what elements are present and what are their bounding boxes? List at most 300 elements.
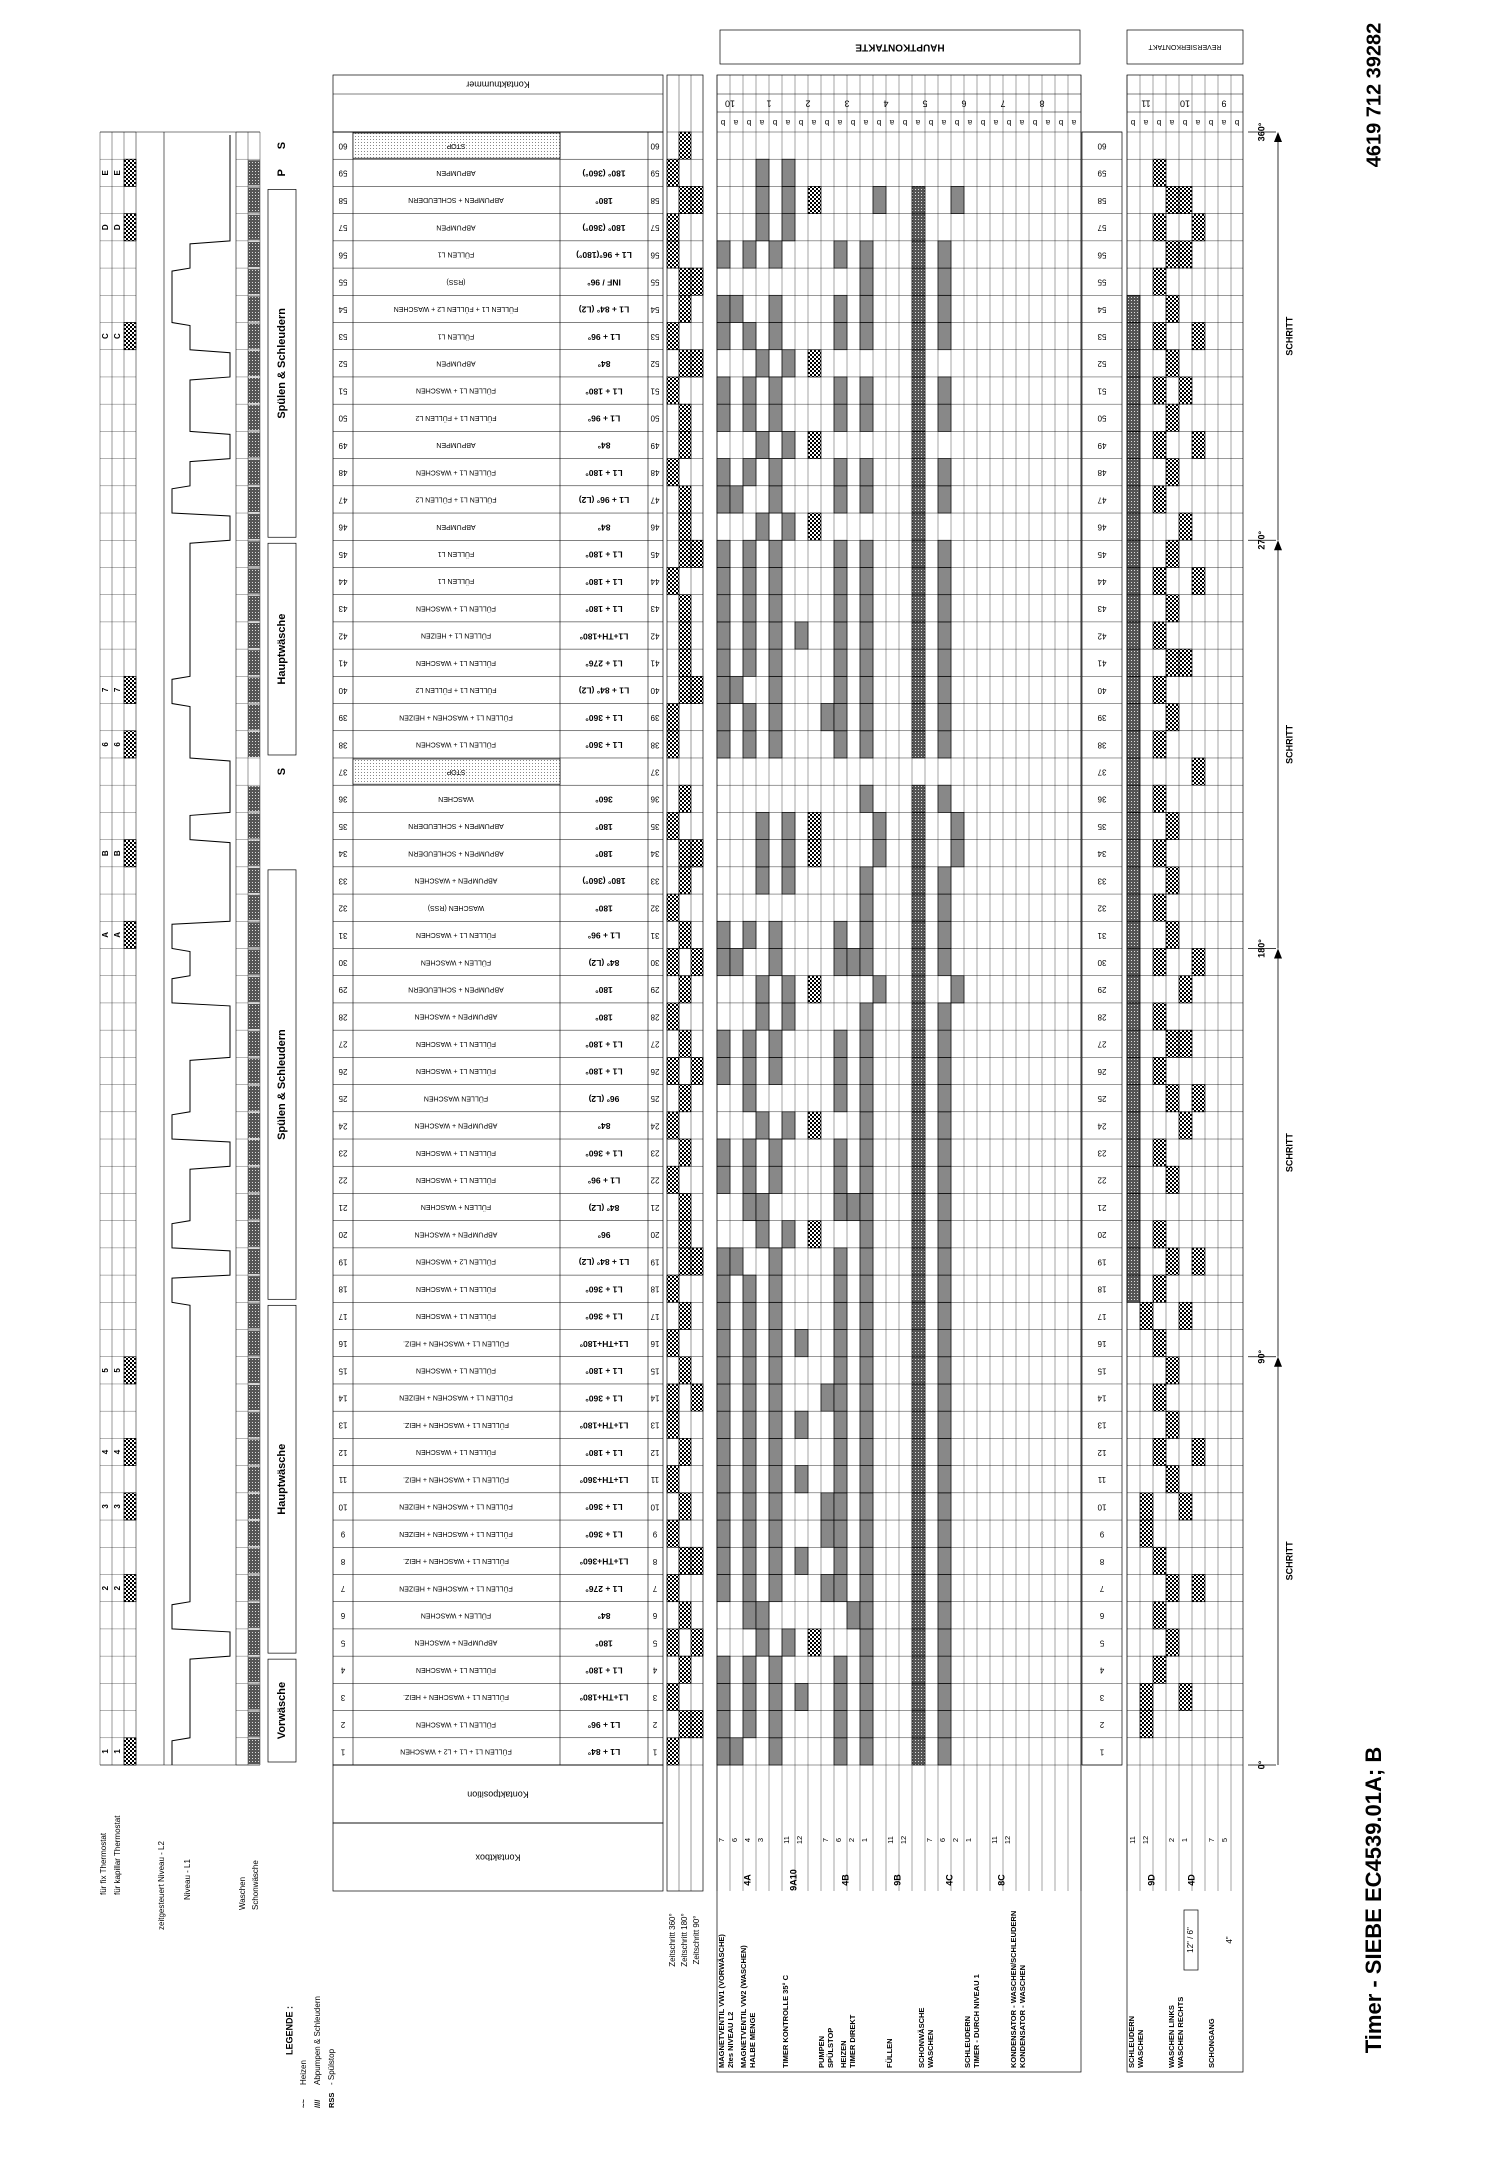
contact-closed <box>743 1520 756 1547</box>
zeit-180-mark <box>679 513 691 540</box>
step-number-contact: 32 <box>1097 903 1107 913</box>
contact-closed <box>821 1574 834 1601</box>
contact-closed <box>717 540 730 567</box>
step-time: 180° <box>595 821 613 832</box>
step-number: 44 <box>338 576 348 586</box>
contact-position: 1 <box>859 1837 869 1843</box>
zeit-180-mark <box>679 1193 691 1220</box>
rev-contact-closed <box>1153 785 1166 812</box>
zeit-90-mark <box>691 350 703 377</box>
step-number-contact: 34 <box>1097 849 1107 859</box>
contact-function-label: WASCHEN <box>925 2029 935 2068</box>
step-description: FÜLLEN L1 + WASCHEN <box>415 1067 497 1075</box>
contact-closed <box>938 377 951 404</box>
contact-closed <box>912 1193 925 1220</box>
step-description: FÜLLEN L1 + WASCHEN <box>415 1448 497 1456</box>
step-number: 5 <box>340 1638 346 1648</box>
rev-contact-closed <box>1127 758 1140 785</box>
contact-closed <box>756 812 769 839</box>
step-description: FÜLLEN L1 + WASCHEN <box>415 658 497 666</box>
rev-contact-closed <box>1166 867 1179 894</box>
contact-closed <box>782 976 795 1003</box>
step-number-contact: 24 <box>1097 1121 1107 1131</box>
rev-contact-closed <box>1127 731 1140 758</box>
step-number-contact: 20 <box>1097 1230 1107 1240</box>
step-description: FÜLLEN L2 + WASCHEN <box>415 1257 497 1265</box>
contact-closed <box>782 1221 795 1248</box>
contact-closed <box>860 1438 873 1465</box>
kontaktposition-label: Kontaktposition <box>467 1789 529 1800</box>
rev-contact-closed <box>1153 268 1166 295</box>
waschen-mark <box>248 977 260 1002</box>
thermostat-mark <box>124 1493 136 1520</box>
step-number-contact: 51 <box>1097 386 1107 396</box>
rev-contact-closed <box>1179 1493 1192 1520</box>
step-time: L1 + 84° (L2) <box>578 685 630 696</box>
zeit-180-mark <box>679 676 691 703</box>
rev-contact-closed <box>1166 350 1179 377</box>
step-number-contact: 43 <box>1097 604 1107 614</box>
contact-closed <box>717 1166 730 1193</box>
contact-closed <box>834 1520 847 1547</box>
thermostat-mark <box>124 159 136 186</box>
contact-closed <box>912 1112 925 1139</box>
contact-closed <box>769 1275 782 1302</box>
step-number: 51 <box>338 386 348 396</box>
step-description: FÜLLEN L1 + WASCHEN <box>415 604 497 612</box>
phase-label: Hauptwäsche <box>275 613 288 685</box>
contact-closed <box>730 295 743 322</box>
contact-closed <box>808 350 821 377</box>
contact-closed <box>834 595 847 622</box>
step-time: 84° <box>597 440 611 451</box>
rev-ab-label: b <box>1156 117 1162 127</box>
step-number-contact: 49 <box>1097 440 1107 450</box>
zeit-180-mark <box>679 404 691 431</box>
contact-closed <box>769 1057 782 1084</box>
step-number-contact: 15 <box>1097 1366 1107 1376</box>
contact-closed <box>912 976 925 1003</box>
contact-closed <box>834 949 847 976</box>
contact-closed <box>860 1166 873 1193</box>
contact-closed <box>808 1221 821 1248</box>
step-time: 84° (L2) <box>588 957 620 968</box>
thermostat-marker-label-2: B <box>113 850 123 857</box>
contact-closed <box>782 513 795 540</box>
angle-marker: 180° <box>1256 939 1267 958</box>
zeit-180-mark <box>679 785 691 812</box>
step-description: ABPUMPEN + SCHLEUDERN <box>408 196 504 204</box>
step-number: 40 <box>338 685 348 695</box>
contact-closed <box>938 1357 951 1384</box>
zeit-180-mark <box>679 295 691 322</box>
contact-closed <box>756 159 769 186</box>
step-number-right: 33 <box>650 876 660 886</box>
contact-closed <box>834 1085 847 1112</box>
step-number: 49 <box>338 440 348 450</box>
contact-closed <box>860 567 873 594</box>
contact-position: 3 <box>755 1837 765 1843</box>
kontaktbox-label: Kontaktbox <box>475 1852 521 1863</box>
step-description: WASCHEN <box>438 794 474 802</box>
contact-closed <box>938 1248 951 1275</box>
label-waschen: Waschen <box>238 1876 248 1910</box>
waschen-mark <box>248 1657 260 1682</box>
step-number: 35 <box>338 821 348 831</box>
contact-position: 6 <box>937 1837 947 1843</box>
waschen-mark <box>248 160 260 185</box>
contact-closed <box>912 513 925 540</box>
step-number: 52 <box>338 359 348 369</box>
rev-contact-closed <box>1127 1275 1140 1302</box>
contact-closed <box>834 622 847 649</box>
contact-closed <box>873 186 886 213</box>
zeit-180-mark <box>679 1493 691 1520</box>
waschen-mark <box>248 568 260 593</box>
waschen-mark <box>248 650 260 675</box>
step-number-right: 57 <box>650 223 660 233</box>
contact-closed <box>782 350 795 377</box>
step-number: 24 <box>338 1121 348 1131</box>
waschen-mark <box>248 623 260 648</box>
contact-closed <box>860 1629 873 1656</box>
thermostat-marker-label: 7 <box>101 687 111 693</box>
step-number-contact: 30 <box>1097 957 1107 967</box>
step-description: FÜLLEN L1 + WASCHEN <box>415 386 497 394</box>
step-number: 26 <box>338 1066 348 1076</box>
contact-closed <box>769 731 782 758</box>
contact-closed <box>860 377 873 404</box>
contact-position: 1 <box>963 1837 973 1843</box>
zeit-180-mark <box>679 1030 691 1057</box>
contact-closed <box>717 1466 730 1493</box>
step-time: L1+TH+180° <box>579 1420 629 1431</box>
step-time: L1 + 360° <box>585 1284 623 1295</box>
step-number: 43 <box>338 604 348 614</box>
waschen-mark <box>248 786 260 811</box>
step-number-right: 49 <box>650 440 660 450</box>
contact-column-number: 4 <box>883 98 889 109</box>
waschen-mark <box>248 351 260 376</box>
contact-ab-label: b <box>824 117 830 127</box>
legend-symbol: RSS <box>326 2092 336 2108</box>
contact-closed <box>834 1493 847 1520</box>
contact-closed <box>938 540 951 567</box>
zeit-180-mark <box>679 1438 691 1465</box>
contact-closed <box>860 295 873 322</box>
rev-contact-closed <box>1127 377 1140 404</box>
contact-closed <box>912 1520 925 1547</box>
step-description: FÜLLEN L1 + WASCHEN + HEIZ. <box>403 1475 509 1483</box>
step-description: FÜLLEN L1 + WASCHEN + HEIZ. <box>403 1557 509 1565</box>
waschen-mark <box>248 1630 260 1655</box>
rev-contact-closed <box>1153 1438 1166 1465</box>
rev-contact-closed <box>1127 1139 1140 1166</box>
contact-closed <box>769 1411 782 1438</box>
rev-contact-closed <box>1127 1193 1140 1220</box>
contact-closed <box>769 567 782 594</box>
rev-contact-closed <box>1153 1275 1166 1302</box>
step-number-contact: 57 <box>1097 223 1107 233</box>
contact-closed <box>912 431 925 458</box>
zeit-180-mark <box>679 1221 691 1248</box>
rev-contact-closed <box>1127 595 1140 622</box>
contact-closed <box>834 459 847 486</box>
contact-function-label: TIMER DIREKT <box>847 2014 857 2068</box>
rev-contact-closed <box>1179 377 1192 404</box>
step-number-right: 12 <box>650 1447 660 1457</box>
rev-contact-closed <box>1153 949 1166 976</box>
step-description: FÜLLEN L1 + WASCHEN <box>415 1175 497 1183</box>
step-number-contact: 46 <box>1097 522 1107 532</box>
legend-item-label: - Spülstop <box>327 2048 337 2085</box>
step-description: FÜLLEN L1 + WASCHEN + HEIZEN <box>399 713 513 721</box>
contact-closed <box>730 1738 743 1765</box>
contact-closed <box>912 867 925 894</box>
contact-closed <box>834 1166 847 1193</box>
rev-contact-closed <box>1140 1520 1153 1547</box>
waschen-mark <box>248 1548 260 1573</box>
rev-contact-closed <box>1153 1003 1166 1030</box>
angle-marker: 90° <box>1256 1349 1267 1364</box>
rev-ab-label: a <box>1143 117 1149 127</box>
contact-closed <box>834 1139 847 1166</box>
contact-ab-label: a <box>967 117 973 127</box>
contact-closed <box>743 241 756 268</box>
contact-closed <box>821 1384 834 1411</box>
step-number-right: 18 <box>650 1284 660 1294</box>
contact-closed <box>873 812 886 839</box>
zeit-90-mark <box>691 186 703 213</box>
contact-closed <box>938 1057 951 1084</box>
contact-closed <box>847 1193 860 1220</box>
contact-ab-label: b <box>798 117 804 127</box>
contact-closed <box>717 1030 730 1057</box>
contact-closed <box>834 241 847 268</box>
step-number-right: 39 <box>650 713 660 723</box>
step-description: FÜLLEN L1 + FÜLLEN L2 <box>415 686 497 694</box>
contact-closed <box>912 785 925 812</box>
zeit-180-mark <box>679 867 691 894</box>
step-number: 3 <box>340 1692 346 1702</box>
contact-closed <box>860 867 873 894</box>
contact-closed <box>769 921 782 948</box>
contact-closed <box>769 1711 782 1738</box>
step-time: 84° <box>597 359 611 370</box>
zeit-180-mark <box>679 1602 691 1629</box>
contact-closed <box>795 1547 808 1574</box>
contact-closed <box>860 1030 873 1057</box>
contact-closed <box>743 1683 756 1710</box>
contact-closed <box>938 649 951 676</box>
contact-closed <box>912 1629 925 1656</box>
rev-contact-closed <box>1127 1248 1140 1275</box>
rev-contact-closed <box>1127 867 1140 894</box>
contact-closed <box>717 1302 730 1329</box>
contact-ab-label: b <box>876 117 882 127</box>
contact-closed <box>834 704 847 731</box>
step-number-right: 54 <box>650 304 660 314</box>
step-number-right: 19 <box>650 1257 660 1267</box>
rev-contact-closed <box>1166 1574 1179 1601</box>
contact-closed <box>834 1357 847 1384</box>
step-number: 57 <box>338 223 348 233</box>
step-time: L1 + 96° <box>587 1175 621 1186</box>
step-number: 30 <box>338 957 348 967</box>
contact-closed <box>743 1547 756 1574</box>
zeit-90-mark <box>691 1547 703 1574</box>
step-number: 56 <box>338 250 348 260</box>
contact-closed <box>769 949 782 976</box>
contact-closed <box>912 459 925 486</box>
waschen-mark <box>248 922 260 947</box>
contact-closed <box>938 241 951 268</box>
rev-contact-closed <box>1192 1248 1205 1275</box>
step-number-right: 46 <box>650 522 660 532</box>
contact-closed <box>743 1438 756 1465</box>
contact-closed <box>938 894 951 921</box>
contact-closed <box>743 1166 756 1193</box>
thermostat-marker-label-2: 7 <box>113 687 123 693</box>
step-description: ABPUMPEN <box>436 223 476 231</box>
phase-label: Hauptwäsche <box>275 1443 288 1515</box>
zeit-180-mark <box>679 186 691 213</box>
step-time: L1 + 96° <box>587 930 621 941</box>
contact-closed <box>860 921 873 948</box>
step-number-right: 45 <box>650 549 660 559</box>
thermostat-marker-label: B <box>101 850 111 857</box>
step-number-contact: 29 <box>1097 985 1107 995</box>
contact-closed <box>769 486 782 513</box>
part-number: 4619 712 39282 <box>1363 22 1386 168</box>
step-number: 8 <box>340 1556 346 1566</box>
contact-closed <box>743 459 756 486</box>
contact-closed <box>769 1030 782 1057</box>
contact-closed <box>834 567 847 594</box>
schritt-arrowhead <box>1274 1357 1282 1367</box>
rev-contact-closed <box>1166 1466 1179 1493</box>
contact-closed <box>912 1493 925 1520</box>
rev-contact-closed <box>1127 921 1140 948</box>
contact-closed <box>860 1738 873 1765</box>
document-title: Timer - SIEBE EC4539.01A; B <box>1360 1746 1386 2054</box>
step-time: L1 + 360° <box>585 740 623 751</box>
step-time: L1 + 84° (L2) <box>578 1257 630 1268</box>
contact-closed <box>912 812 925 839</box>
rev-contact-closed <box>1153 1057 1166 1084</box>
step-description: FÜLLEN L1 <box>437 250 475 258</box>
contact-position: 12 <box>1002 1835 1012 1845</box>
thermostat-marker-label-2: 1 <box>113 1749 123 1754</box>
contact-closed <box>860 1193 873 1220</box>
contact-closed <box>834 1330 847 1357</box>
contact-closed <box>769 1357 782 1384</box>
rev-contact-closed <box>1153 676 1166 703</box>
contact-box-id: 4A <box>742 1874 753 1886</box>
contact-ab-label: b <box>980 117 986 127</box>
contact-closed <box>782 1112 795 1139</box>
rev-contact-closed <box>1179 1112 1192 1139</box>
step-number-contact: 44 <box>1097 576 1107 586</box>
step-number-contact: 28 <box>1097 1012 1107 1022</box>
contact-position: 6 <box>729 1837 739 1843</box>
step-number: 38 <box>338 740 348 750</box>
contact-column-number: 1 <box>766 98 772 109</box>
step-number-contact: 16 <box>1097 1339 1107 1349</box>
contact-closed <box>717 704 730 731</box>
step-time: L1 + 96° <box>587 1719 621 1730</box>
step-time: L1 + 360° <box>585 1148 623 1159</box>
contact-closed <box>717 731 730 758</box>
step-number-contact: 55 <box>1097 277 1107 287</box>
contact-closed <box>834 1547 847 1574</box>
zeit-360-mark <box>667 949 679 976</box>
rev-contact-closed <box>1179 976 1192 1003</box>
contact-closed <box>743 1711 756 1738</box>
waschen-mark <box>248 1331 260 1356</box>
contact-closed <box>743 1357 756 1384</box>
contact-closed <box>834 404 847 431</box>
contact-column-number: 10 <box>724 98 736 109</box>
step-time: L1 + 84° (L2) <box>578 304 630 315</box>
contact-column-number: 2 <box>805 98 811 109</box>
thermostat-marker-label-2: D <box>113 224 123 231</box>
zeit-360-mark <box>667 894 679 921</box>
contact-ab-label: a <box>733 117 739 127</box>
zeit-360-mark <box>667 1411 679 1438</box>
rev-contact-closed <box>1127 1221 1140 1248</box>
step-number-right: 24 <box>650 1121 660 1131</box>
step-number-contact: 56 <box>1097 250 1107 260</box>
contact-closed <box>912 540 925 567</box>
contact-closed <box>717 1438 730 1465</box>
rev-contact-closed <box>1127 976 1140 1003</box>
contact-closed <box>808 431 821 458</box>
contact-closed <box>769 1466 782 1493</box>
step-number: 60 <box>338 141 348 151</box>
contact-closed <box>743 1030 756 1057</box>
rev-contact-closed <box>1153 1384 1166 1411</box>
contact-closed <box>938 268 951 295</box>
waschen-mark <box>248 1276 260 1301</box>
waschen-mark <box>248 1467 260 1492</box>
contact-ab-label: a <box>759 117 765 127</box>
contact-closed <box>860 540 873 567</box>
contact-closed <box>730 676 743 703</box>
rev-contact-closed <box>1192 214 1205 241</box>
contact-closed <box>743 1085 756 1112</box>
step-time: 180° <box>595 195 613 206</box>
rev-function-label: SCHLEUDERN <box>1126 2015 1136 2068</box>
zeitschritt-360-label: Zeitschritt 360° <box>668 1913 678 1967</box>
contact-closed <box>912 1139 925 1166</box>
contact-closed <box>912 1384 925 1411</box>
contact-closed <box>834 377 847 404</box>
step-time: 84° <box>597 1611 611 1622</box>
waschen-mark <box>248 215 260 240</box>
rev-contact-closed <box>1179 1302 1192 1329</box>
reversier-label: REVERSIERKONTAKT <box>1148 43 1222 51</box>
contact-function-label: KONDENSATOR - WASCHEN/SCHLEUDERN <box>1008 1910 1018 2068</box>
step-number: 36 <box>338 794 348 804</box>
step-description: FÜLLEN L1 + WASCHEN + HEIZEN <box>399 1502 513 1510</box>
zeit-360-mark <box>667 812 679 839</box>
step-number-right: 44 <box>650 576 660 586</box>
step-number-contact: 10 <box>1097 1502 1107 1512</box>
step-description: FÜLLEN L1 <box>437 550 475 558</box>
rev-contact-closed <box>1179 186 1192 213</box>
rev-contact-closed <box>1166 1629 1179 1656</box>
